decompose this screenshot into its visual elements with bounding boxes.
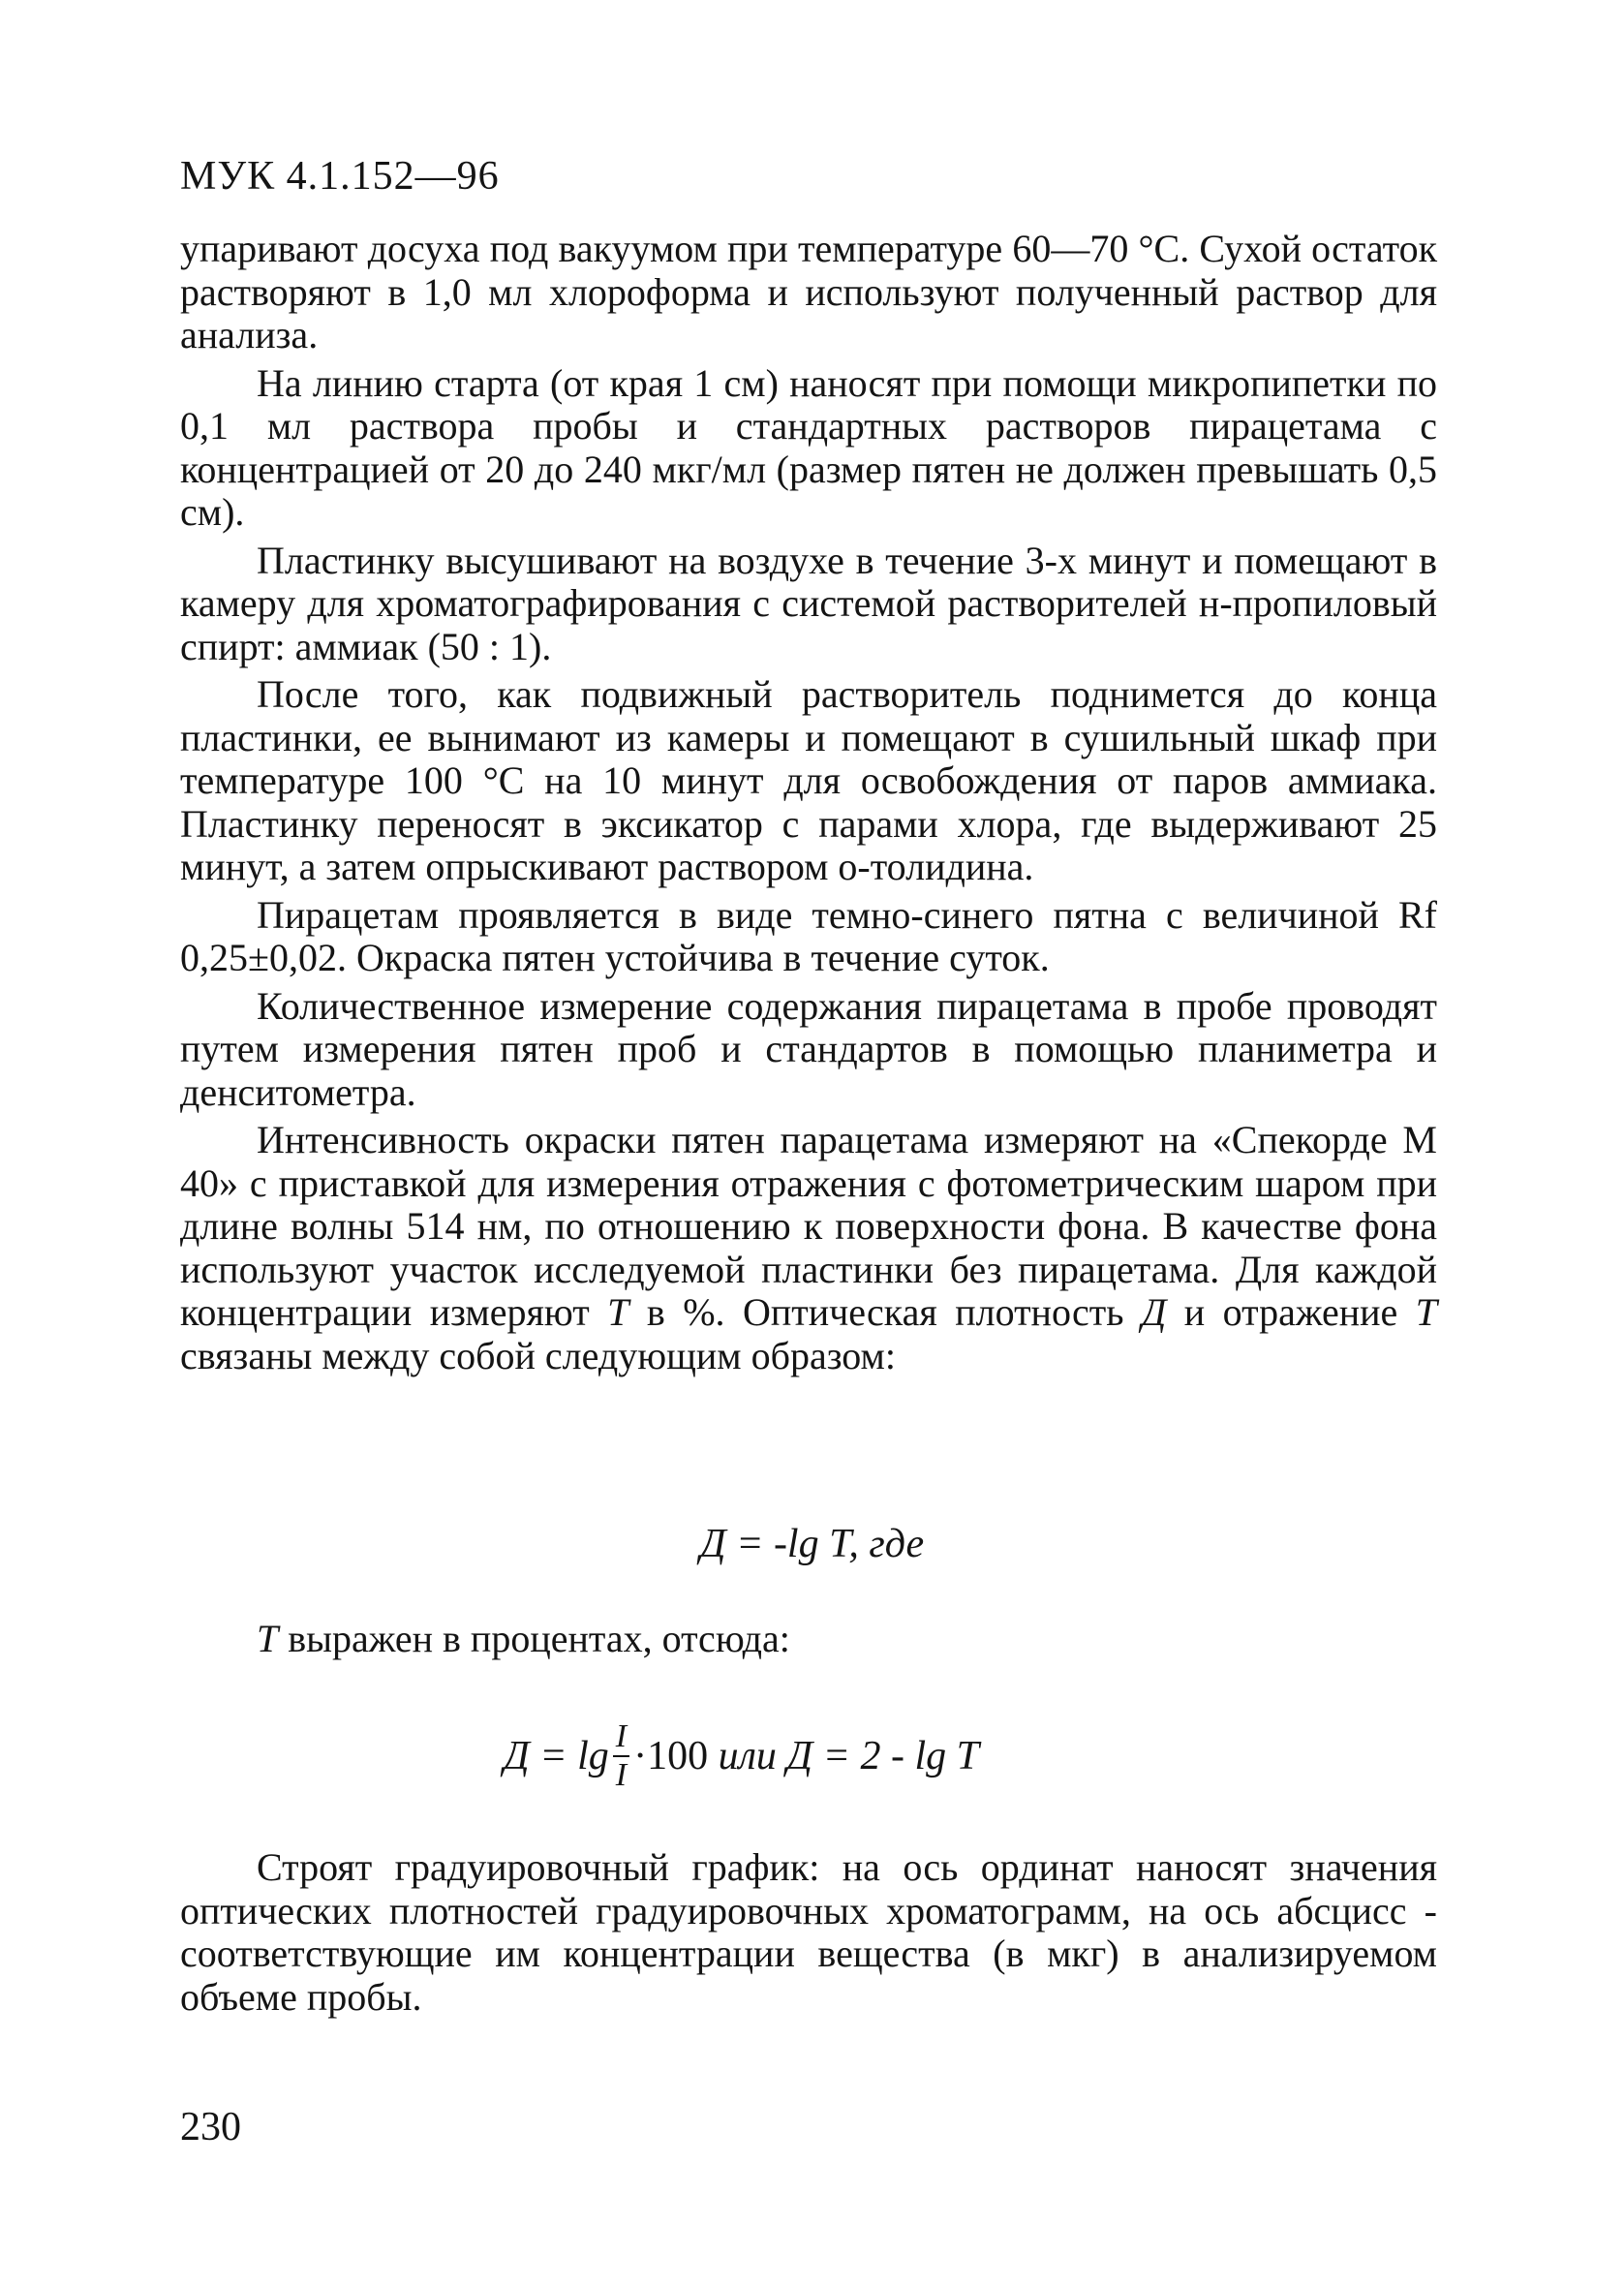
main-text [180, 228, 1437, 1377]
intensity-text-2: в %. Оптическая плотность [628, 1290, 1142, 1334]
intensity-text-1: Интенсивность окраски пятен парацетама измеряют на «Спекорде М 40» с приставкой для измерения отражения с фотометрическим шаром при длине волны 514 нм, по отношению к поверхности фона. В качестве фона используют участок исследуемой пластинки без пирацетама. Для каждой концентрации измеряют [180, 1118, 1437, 1334]
page-number: 230 [180, 2105, 241, 2149]
fraction [613, 1720, 629, 1792]
paragraph-start-line: На линию старта (от края 1 см) наносят при помощи микропипетки по 0,1 мл раствора пробы и стандартных растворов пирацетама с концентрацией от 20 до 240 мкг/мл (размер пятен не должен превышать 0,5 см). [180, 360, 1437, 534]
fraction-denominator: I [615, 1757, 628, 1793]
intensity-text-3: и отражение [1166, 1290, 1416, 1334]
variable-d: Д [1141, 1290, 1167, 1334]
final-text [180, 1846, 1437, 2019]
paragraph-drying: Пластинку высушивают на воздухе в течение 3-х минут и помещают в камеру для хроматографирования с системой растворителей н-пропиловый спирт: аммиак (50 : 1). [180, 538, 1437, 668]
formula-density-fraction [0, 1703, 1624, 1809]
formula-or: или [708, 1734, 787, 1778]
paragraph-quantitative: Количественное измерение содержания пирацетама в пробе проводят путем измерения пятен проб и стандартов в помощью планиметра и денситометра. [180, 983, 1437, 1114]
times-sign: · [633, 1734, 648, 1778]
paragraph-solvent: После того, как подвижный растворитель поднимется до конца пластинки, ее вынимают из камеры и помещают в сушильный шкаф при температуре 100 °С на 10 минут для освобождения от паров аммиака. Пластинку переносят в эксикатор с парами хлора, где выдерживают 25 минут, а затем опрыскивают раствором о-толидина. [180, 672, 1437, 888]
formula-row [504, 1703, 979, 1809]
variable-t: T [607, 1290, 629, 1334]
document-header: МУК 4.1.152—96 [180, 154, 500, 199]
variable-t-2: T [1415, 1290, 1437, 1334]
paragraph-intensity [180, 1119, 1437, 1377]
t-line-text: выражен в процентах, отсюда: [278, 1617, 790, 1660]
hundred: 100 [647, 1734, 709, 1778]
formula-rhs: Д = 2 - lg T [786, 1734, 979, 1778]
intensity-text-4: связаны между собой следующим образом: [180, 1333, 896, 1377]
t-line [257, 1616, 790, 1661]
paragraph-calibration: Строят градуировочный график: на ось ординат наносят значения оптических плотностей градуировочных хроматограмм, на ось абсцисс - соответствующие им концентрации вещества (в мкг) в анализируемом объеме пробы. [180, 1845, 1437, 2019]
t-variable: T [257, 1617, 279, 1660]
formula-optical-density: Д = -lg T, где [699, 1522, 925, 1566]
formula-lhs: Д = lg [504, 1734, 609, 1778]
paragraph-piracetam-spot: Пирацетам проявляется в виде темно-синего пятна с величиной Rf 0,25±0,02. Окраска пятен устойчива в течение суток. [180, 892, 1437, 979]
paragraph-continued: упаривают досуха под вакуумом при температуре 60—70 °С. Сухой остаток растворяют в 1,0 мл хлороформа и используют полученный раствор для анализа. [180, 227, 1437, 356]
fraction-numerator: I [613, 1720, 629, 1757]
